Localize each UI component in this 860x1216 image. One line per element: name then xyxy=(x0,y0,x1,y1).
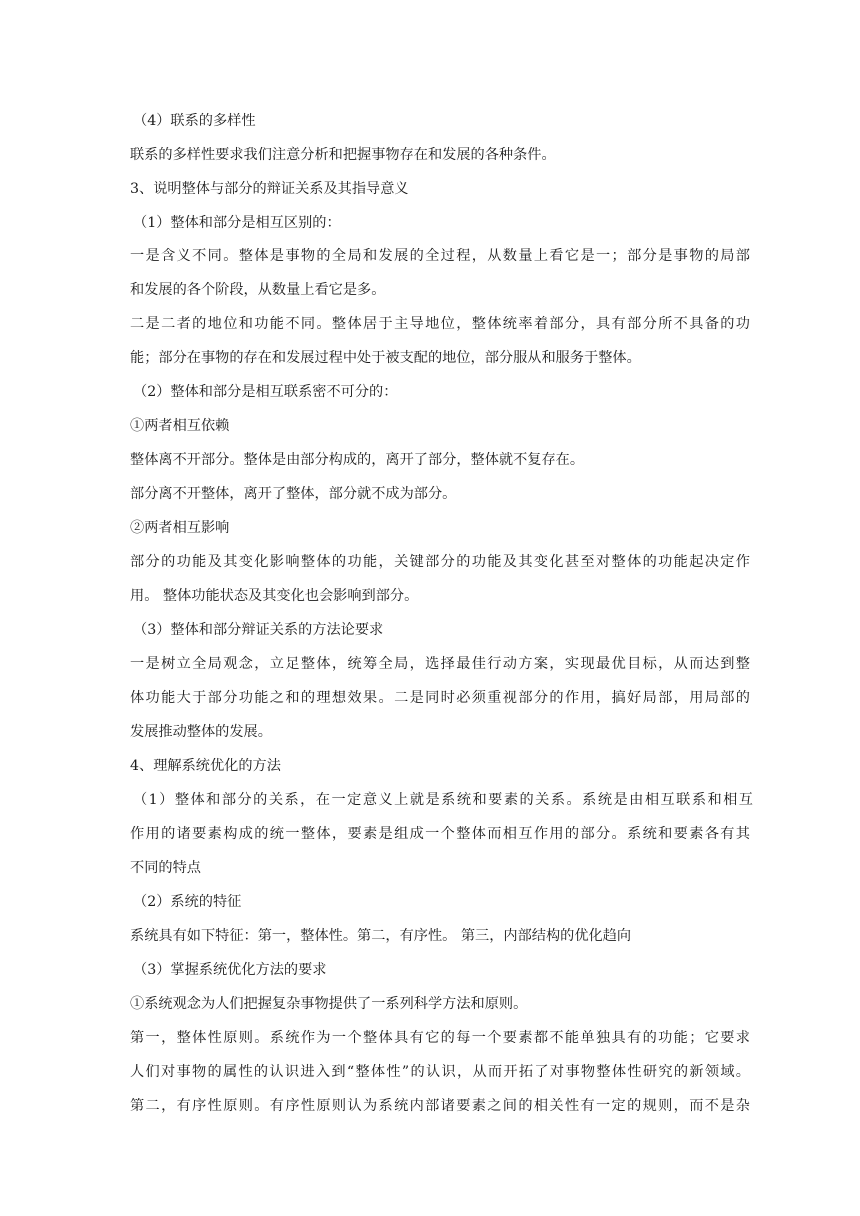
subheading-system-features: （2）系统的特征 xyxy=(133,894,242,910)
subheading-system-optimization: （3）掌握系统优化方法的要求 xyxy=(133,962,327,978)
paragraph-line: 不同的特点 xyxy=(130,860,201,876)
paragraph-line: （1）整体和部分的关系，在一定意义上就是系统和要素的关系。系统是由相互联系和相互 xyxy=(133,792,753,808)
paragraph-line: 联系的多样性要求我们注意分析和把握事物存在和发展的各种条件。 xyxy=(130,147,556,163)
subheading-3: （3）整体和部分辩证关系的方法论要求 xyxy=(133,622,384,638)
point-heading-2: ②两者相互影响 xyxy=(130,520,230,536)
point-heading-1: ①两者相互依赖 xyxy=(130,418,230,434)
paragraph-line: 体功能大于部分功能之和的理想效果。二是同时必须重视部分的作用，搞好局部，用局部的 xyxy=(130,690,750,706)
section-heading-3: 3、说明整体与部分的辩证关系及其指导意义 xyxy=(130,181,409,197)
paragraph-line: 第一，整体性原则。系统作为一个整体具有它的每一个要素都不能单独具有的功能；它要求 xyxy=(130,1030,750,1046)
paragraph-line: 人们对事物的属性的认识进入到“整体性”的认识，从而开拓了对事物整体性研究的新领域。 xyxy=(130,1064,750,1080)
paragraph-line: 第二，有序性原则。有序性原则认为系统内部诸要素之间的相关性有一定的规则，而不是杂 xyxy=(130,1098,750,1114)
paragraph-line: 一是含义不同。整体是事物的全局和发展的全过程，从数量上看它是一；部分是事物的局部 xyxy=(130,248,750,264)
heading-diversity-of-connection: （4）联系的多样性 xyxy=(133,113,256,129)
paragraph-line: 用。 整体功能状态及其变化也会影响到部分。 xyxy=(130,588,419,604)
paragraph-line: 部分的功能及其变化影响整体的功能，关键部分的功能及其变化甚至对整体的功能起决定作 xyxy=(130,554,750,570)
paragraph-line: 二是二者的地位和功能不同。整体居于主导地位，整体统率着部分，具有部分所不具备的功 xyxy=(130,316,750,332)
subheading-1: （1）整体和部分是相互区别的： xyxy=(133,215,341,231)
paragraph-line: 能；部分在事物的存在和发展过程中处于被支配的地位，部分服从和服务于整体。 xyxy=(130,350,641,366)
subheading-2: （2）整体和部分是相互联系密不可分的： xyxy=(133,384,398,400)
point-heading-system-view: ①系统观念为人们把握复杂事物提供了一系列科学方法和原则。 xyxy=(130,996,528,1012)
section-heading-4: 4、理解系统优化的方法 xyxy=(130,758,281,774)
paragraph-line: 作用的诸要素构成的统一整体，要素是组成一个整体而相互作用的部分。系统和要素各有其 xyxy=(130,826,750,842)
paragraph-line: 部分离不开整体，离开了整体，部分就不成为部分。 xyxy=(130,486,457,502)
paragraph-line: 整体离不开部分。整体是由部分构成的，离开了部分，整体就不复存在。 xyxy=(130,452,585,468)
paragraph-line: 发展推动整体的发展。 xyxy=(130,724,272,740)
paragraph-line: 和发展的各个阶段，从数量上看它是多。 xyxy=(130,282,386,298)
paragraph-line: 一是树立全局观念，立足整体，统筹全局，选择最佳行动方案，实现最优目标，从而达到整 xyxy=(130,656,750,672)
paragraph-line: 系统具有如下特征：第一，整体性。第二，有序性。 第三，内部结构的优化趋向 xyxy=(130,928,632,944)
